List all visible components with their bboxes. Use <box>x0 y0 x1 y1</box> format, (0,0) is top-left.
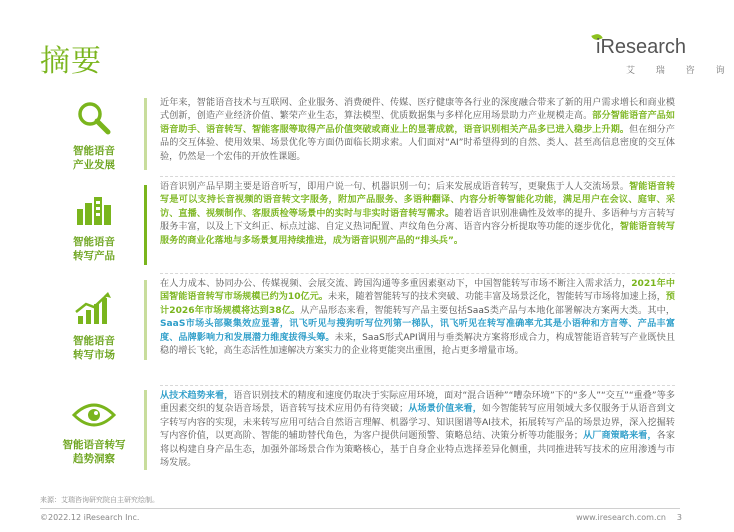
side-item-trend <box>54 400 134 466</box>
copyright: ©2022.12 iResearch Inc. <box>40 513 140 522</box>
body-text: 从产品形态来看，智能转写产品主要包括SaaS类产品与本地化部署解决方案两大类。其中， <box>300 305 675 316</box>
growth-chart-icon <box>54 290 134 330</box>
eye-icon <box>54 400 134 434</box>
section-text-product <box>160 181 675 248</box>
building-icon <box>54 195 134 231</box>
body-text: 随着语音识别准确性及效率的提升、多语种与方言转写服务丰富，以及上下文纠正、标点过滤、自定义热词配置、声纹角色分离、语音内容分析提取等功能的逐步优化， <box>160 208 675 233</box>
body-text: 但在细分产品的交互体验、使用效果、场景优化等方面仍面临长期求索。人们面对“AI”时希望得到的自然、类人、甚至高信息密度的交互体验，仍然是一个宏伟的开放性课题。 <box>160 124 675 162</box>
page-number: 3 <box>676 513 682 522</box>
body-text: 语音识别技术的精度和速度仍取决于实际应用环境，面对“混合语种”“嘈杂环境”下的“多人”“交互”“重叠”等多重因素交织的复杂语音场景，语音转写技术应用仍有待突破； <box>160 391 675 415</box>
side-item-market <box>54 290 134 362</box>
highlight-text: 2021年中国智能语音转写市场规模已约为10亿元。 <box>160 279 675 303</box>
highlight-text: 智能语音转写是可以支持长音视频的语音转文字服务，附加产品服务、多语种翻译、内容分析等智能化功能，满足用户在会议、庭审、采访、直播、视频制作、客服质检等场景中的实时与非实时语音转写需求。 <box>160 182 675 219</box>
side-item-product <box>54 195 134 263</box>
website-link[interactable]: www.iresearch.com.cn <box>576 513 666 522</box>
side-item-industry <box>54 100 134 172</box>
body-text: 如今智能转写应用领域大多仅服务于从语音到文字转写内容的实现，未来转写应用可结合自然语言理解、机器学习、知识图谱等AI技术，拓展转写产品的场景边界，深入挖掘转写内容价值，以更高阶、智能的辅助替代角色，为客户提供问题预警、策略总结、决策分析等功能服务； <box>160 404 675 442</box>
body-text: 未来，随着智能转写的技术突破、功能丰富及场景泛化，智能转写市场将加速上扬， <box>327 292 666 303</box>
logo-brand: iResearch <box>596 36 687 58</box>
side-label: 智能语音 转写产品 <box>73 236 115 262</box>
iresearch-logo <box>540 34 734 84</box>
section-divider <box>160 385 675 386</box>
page-title: 摘要 <box>40 44 102 79</box>
body-text: 在人力成本、协同办公、传媒视频、会展交流、跨国沟通等多重因素驱动下，中国智能转写市场不断注入需求活力， <box>160 279 632 289</box>
section-bar <box>144 185 147 265</box>
body-text: 近年来，智能语音技术与互联网、企业服务、消费硬件、传媒、医疗健康等各行业的深度融合带来了新的用户需求增长和商业模式创新，创造产业经济价值、繁荣产业生态，算法模型、优质数据集与多样化应用场景助力产业规模走高。 <box>160 98 675 122</box>
side-label: 智能语音 转写市场 <box>73 335 115 361</box>
body-text: 各家将以构建自身产品生态，加强外部场景合作为策略核心，基于自身企业特点选择差异化侧重，共同推进转写技术的应用渗透与市场发展。 <box>160 431 675 469</box>
highlight-text: 预计2026年市场规模将达到38亿。 <box>160 292 675 316</box>
footer-divider <box>40 508 680 509</box>
section-divider <box>160 176 675 177</box>
section-text-industry <box>160 97 675 164</box>
highlight-text: 从厂商策略来看， <box>582 431 657 442</box>
section-text-trend <box>160 390 675 470</box>
highlight-text: 从场景价值来看， <box>408 404 482 415</box>
side-label: 智能语音转写 趋势洞察 <box>62 439 126 465</box>
side-label: 智能语音 产业发展 <box>73 145 115 171</box>
highlight-text: 智能语音转写服务的商业化落地与多场景复用持续推进，成为语音识别产品的“排头兵”。 <box>160 222 675 246</box>
highlight-text: 部分智能语音产品如语音助手、语音转写、智能客服等取得产品价值突破或商业上的显著成就，语音识别相关产品多已进入稳步上升期。 <box>160 111 675 135</box>
magnifier-icon <box>54 100 134 140</box>
body-text: 语音识别产品早期主要是语音听写，即用户说一句、机器识别一句；后来发展成语音转写，更聚焦于人人交流场景。 <box>160 182 630 192</box>
source-note: 来源：艾瑞咨询研究院自主研究绘制。 <box>40 496 159 504</box>
highlight-text: SaaS市场头部聚集效应显著，讯飞听见与搜狗听写位列第一梯队，讯飞听见在转写准确率尤其是小语种和方言等、产品丰富度、品牌影响力和发展潜力维度拔得头筹。 <box>160 319 675 343</box>
section-text-market <box>160 278 675 358</box>
body-text: 未来，SaaS形式API调用与垂类解决方案将形成合力，构成智能语音转写产业既快且稳的增长飞轮，高生态活性加速解决方案实力的企业将更能突出重围，抢占更多增量市场。 <box>160 332 675 357</box>
highlight-text: 从技术趋势来看， <box>160 391 234 401</box>
section-bar <box>144 98 147 170</box>
logo-subtitle: 艾 瑞 咨 询 <box>626 66 734 76</box>
section-bar <box>144 390 147 470</box>
section-divider <box>160 273 675 274</box>
section-bar <box>144 280 147 360</box>
